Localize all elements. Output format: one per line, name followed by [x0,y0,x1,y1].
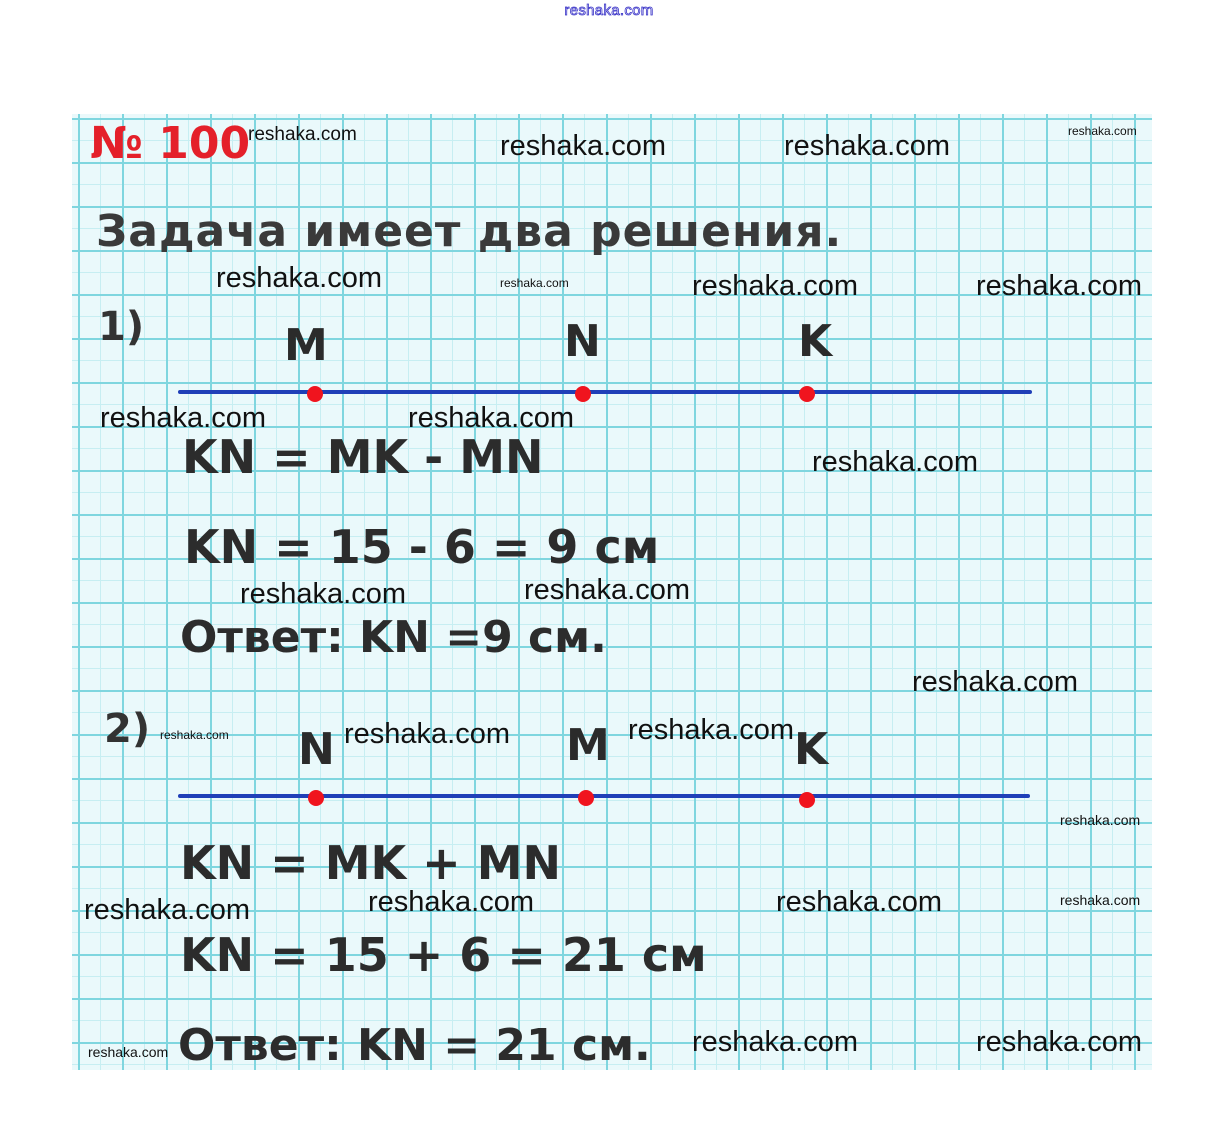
solution-2-point-m: M [566,720,610,771]
problem-heading: Задача имеет два решения. [96,206,843,257]
watermark: reshaka.com [100,402,267,434]
solution-1-formula: KN = MK - MN [182,430,544,484]
watermark: reshaka.com [216,262,383,294]
watermark: reshaka.com [692,270,859,302]
watermark: reshaka.com [976,270,1143,302]
solution-2-segment-line [178,794,1030,798]
watermark: reshaka.com [344,718,511,750]
watermark: reshaka.com [912,666,1079,698]
solution-1-point-m: M [284,320,328,371]
solution-2-point-k: K [794,724,829,775]
solution-1-point-k: K [798,316,833,367]
watermark: reshaka.com [812,446,979,478]
solution-2-dot-m [578,790,594,806]
solution-1-calculation: KN = 15 - 6 = 9 см [184,520,660,574]
watermark: reshaka.com [1068,124,1137,138]
watermark: reshaka.com [368,886,535,918]
watermark: reshaka.com [1060,892,1141,908]
solution-1-dot-n [575,386,591,402]
watermark: reshaka.com [524,574,691,606]
solution-2-calculation: KN = 15 + 6 = 21 см [180,928,707,982]
watermark: reshaka.com [1060,812,1141,828]
watermark: reshaka.com [692,1026,859,1058]
site-link[interactable]: reshaka.com [564,2,654,19]
solution-1-dot-k [799,386,815,402]
solution-2-answer: Ответ: KN = 21 см. [178,1020,651,1070]
watermark: reshaka.com [784,130,951,162]
watermark: reshaka.com [160,728,229,742]
solution-1-label: 1) [98,304,145,350]
watermark: reshaka.com [240,578,407,610]
watermark: reshaka.com [248,124,357,145]
watermark: reshaka.com [408,402,575,434]
watermark: reshaka.com [976,1026,1143,1058]
solution-1-answer: Ответ: KN =9 см. [180,612,607,663]
solution-2-label: 2) [104,706,151,752]
solution-2-point-n: N [298,724,335,775]
watermark: reshaka.com [500,276,569,290]
solution-1-point-n: N [564,316,601,367]
watermark: reshaka.com [500,130,667,162]
solution-2-dot-k [799,792,815,808]
watermark: reshaka.com [88,1044,169,1060]
solution-1-dot-m [307,386,323,402]
solution-2-dot-n [308,790,324,806]
watermark: reshaka.com [628,714,795,746]
watermark: reshaka.com [776,886,943,918]
watermark: reshaka.com [84,894,251,926]
solution-2-formula: KN = MK + MN [180,836,561,890]
problem-number: № 100 [90,118,251,169]
